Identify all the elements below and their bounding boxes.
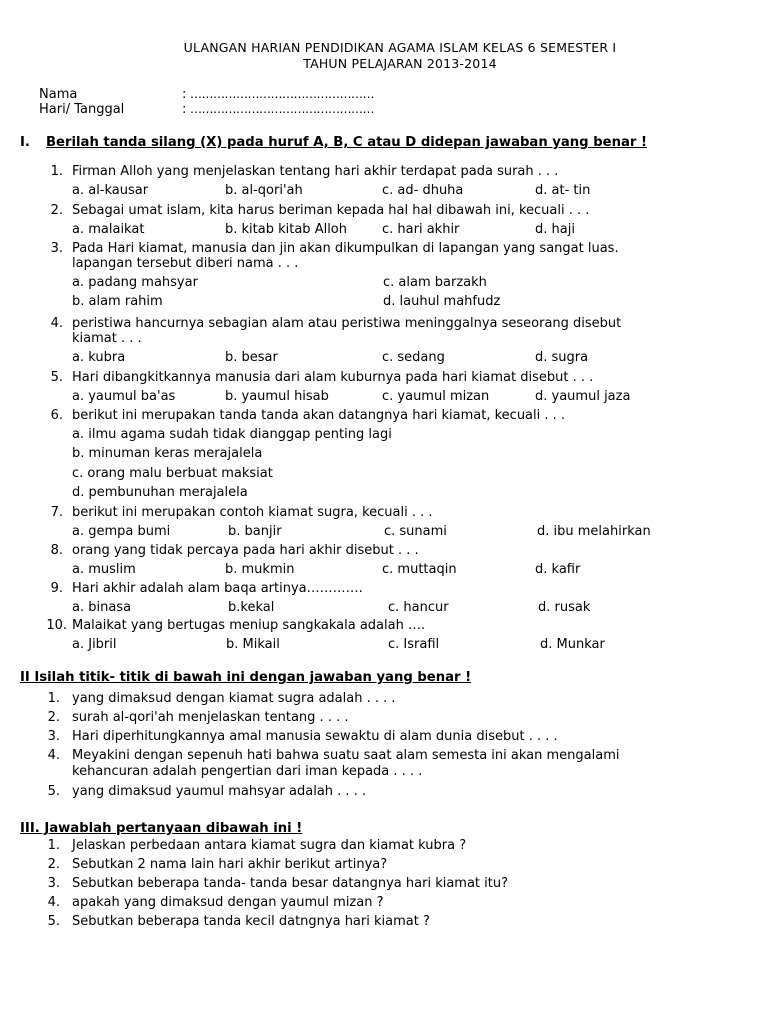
answer-option: a. padang mahsyar [72,275,198,290]
item-text: yang dimaksud dengan kiamat sugra adalah . . . . [72,691,396,706]
question-number: 3. [50,241,63,256]
question-text: kiamat . . . [72,331,142,346]
answer-option: d. at- tin [535,183,591,198]
section-1-heading [20,135,647,150]
answer-option: d. sugra [535,350,589,365]
question-number: 5. [50,370,63,385]
answer-option: d. haji [535,222,575,237]
answer-option: b. besar [225,350,278,365]
answer-option: b. Mikail [226,637,280,652]
item-text: Hari diperhitungkannya amal manusia sewaktu di alam dunia disebut . . . . [72,729,558,744]
section-2-heading [20,670,471,685]
answer-option: c. orang malu berbuat maksiat [72,465,273,481]
answer-option: a. kubra [72,350,126,365]
question-text: berikut ini merupakan tanda tanda akan datangnya hari kiamat, kecuali . . . [72,408,566,423]
question-text: orang yang tidak percaya pada hari akhir disebut . . . [72,543,419,558]
section-3-instruction: III. Jawablah pertanyaan dibawah ini ! [20,821,303,836]
answer-option: c. alam barzakh [383,275,487,290]
answer-option: b. kitab kitab Alloh [225,222,348,237]
date-colon: : [182,102,187,117]
answer-option: d. ibu melahirkan [537,524,651,539]
item-text: Meyakini dengan sepenuh hati bahwa suatu saat alam semesta ini akan mengalami [72,748,620,763]
answer-option: a. al-kausar [72,183,149,198]
answer-option: c. ad- dhuha [382,183,464,198]
item-number: 2. [47,710,60,725]
item-text: Sebutkan 2 nama lain hari akhir berikut artinya? [72,857,388,872]
answer-option: d. rusak [538,600,591,615]
question-text: Hari dibangkitkannya manusia dari alam kuburnya pada hari kiamat disebut . . . [72,370,594,385]
answer-option: b. minuman keras merajalela [72,446,263,462]
answer-option: d. lauhul mahfudz [383,294,501,309]
answer-option: c. sedang [382,350,445,365]
answer-option: b. alam rahim [72,294,163,309]
answer-option: a. muslim [72,562,136,577]
item-number: 5. [47,784,60,799]
question-number: 1. [50,164,63,179]
item-text: kehancuran adalah pengertian dari iman kepada . . . . [72,764,423,779]
name-label: Nama [39,87,78,102]
item-text: Jelaskan perbedaan antara kiamat sugra dan kiamat kubra ? [72,838,467,853]
question-text: berikut ini merupakan contoh kiamat sugra, kecuali . . . [72,505,433,520]
answer-option: d. yaumul jaza [535,389,631,404]
question-number: 4. [50,316,63,331]
date-label: Hari/ Tanggal [39,102,125,117]
section-2-instruction: II Isilah titik- titik di bawah ini dengan jawaban yang benar ! [20,670,472,685]
answer-option: c. hancur [388,600,449,615]
section-3-heading [20,821,302,836]
item-number: 2. [47,857,60,872]
answer-option: b.kekal [228,600,275,615]
question-number: 8. [50,543,63,558]
question-text: peristiwa hancurnya sebagian alam atau peristiwa meninggalnya seseorang disebut [72,316,622,331]
answer-option: a. binasa [72,600,132,615]
exam-title: ULANGAN HARIAN PENDIDIKAN AGAMA ISLAM KELAS 6 SEMESTER I [183,40,617,55]
name-colon: : [182,87,187,102]
item-number: 4. [47,748,60,763]
item-number: 3. [47,729,60,744]
answer-option: a. ilmu agama sudah tidak dianggap penting lagi [72,427,392,442]
item-number: 3. [47,876,60,891]
item-text: yang dimaksud yaumul mahsyar adalah . . . . [72,784,367,799]
date-field: ………………………………………… [190,102,374,116]
item-text: Sebutkan beberapa tanda kecil datngnya hari kiamat ? [72,914,430,929]
question-text: Sebagai umat islam, kita harus beriman kepada hal hal dibawah ini, kecuali . . . [72,203,590,218]
answer-option: b. al-qori'ah [225,183,303,198]
item-number: 4. [47,895,60,910]
question-text: lapangan tersebut diberi nama . . . [72,256,299,271]
item-text: apakah yang dimaksud dengan yaumul mizan ? [72,895,384,910]
question-text: Hari akhir adalah alam baqa artinya…………. [72,581,363,596]
answer-option: a. Jibril [72,637,117,652]
answer-option: c. hari akhir [382,222,460,237]
question-text: Pada Hari kiamat, manusia dan jin akan dikumpulkan di lapangan yang sangat luas. [72,241,619,256]
item-number: 5. [47,914,60,929]
item-text: surah al-qori'ah menjelaskan tentang . . . . [72,710,349,725]
question-number: 2. [50,203,63,218]
question-number: 10. [46,618,67,633]
answer-option: a. gempa bumi [72,524,171,539]
name-field: ………………………………………… [190,87,374,101]
answer-option: a. malaikat [72,222,145,237]
answer-option: b. mukmin [225,562,295,577]
item-number: 1. [47,691,60,706]
answer-option: d. Munkar [540,637,605,652]
answer-option: c. muttaqin [382,562,457,577]
answer-option: c. yaumul mizan [382,389,490,404]
question-number: 9. [50,581,63,596]
question-number: 7. [50,505,63,520]
section-1-numeral: I. [20,135,30,150]
section-1-instruction: Berilah tanda silang (X) pada huruf A, B, C atau D didepan jawaban yang benar ! [46,135,647,150]
question-text: Malaikat yang bertugas meniup sangkakala adalah …. [72,618,426,633]
answer-option: d. pembunuhan merajalela [72,484,248,500]
exam-subtitle: TAHUN PELAJARAN 2013-2014 [303,56,497,71]
item-number: 1. [47,838,60,853]
answer-option: c. Israfil [388,637,440,652]
question-number: 6. [50,408,63,423]
answer-option: b. yaumul hisab [225,389,329,404]
answer-option: b. banjir [228,524,282,539]
answer-option: a. yaumul ba'as [72,389,176,404]
question-text: Firman Alloh yang menjelaskan tentang hari akhir terdapat pada surah . . . [72,164,559,179]
answer-option: d. kafir [535,562,581,577]
answer-option: c. sunami [384,524,447,539]
item-text: Sebutkan beberapa tanda- tanda besar datangnya hari kiamat itu? [72,876,509,891]
